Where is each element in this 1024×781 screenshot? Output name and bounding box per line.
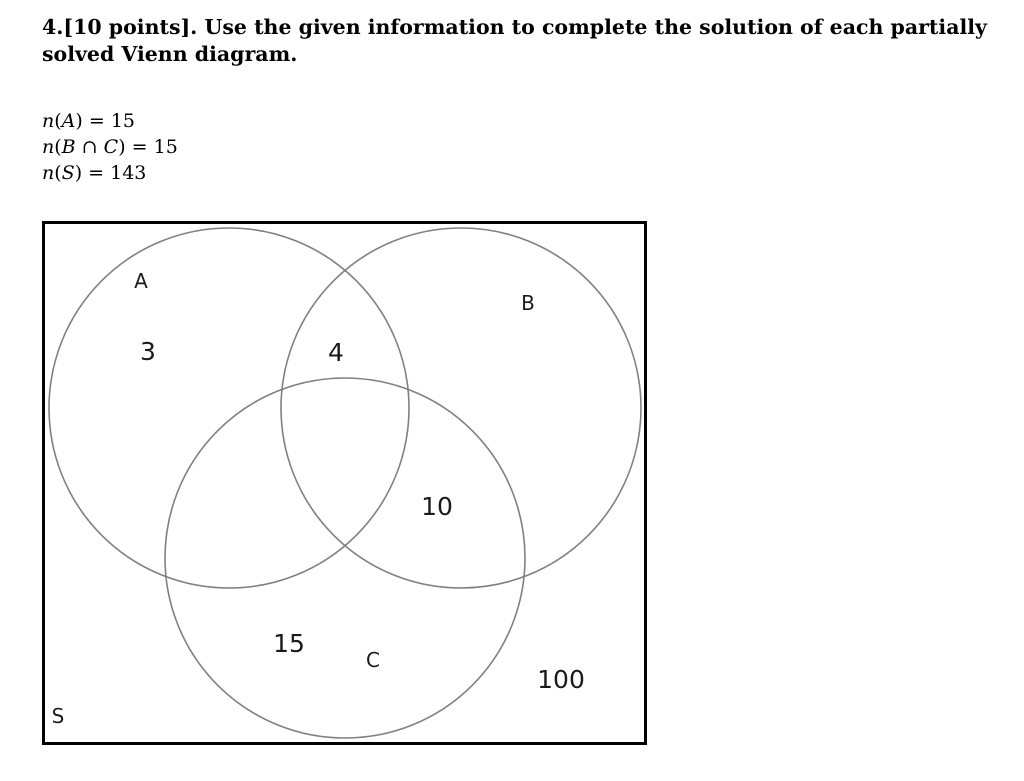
circle-b	[281, 228, 641, 588]
region-a-only-value: 3	[140, 337, 156, 366]
set-label-b: B	[521, 291, 535, 315]
given-n-b-intersect-c: n(B ∩ C) = 15	[42, 136, 178, 158]
set-label-s: S	[51, 704, 65, 728]
given-n-s: n(S) = 143	[42, 162, 147, 184]
region-a-and-b-value: 4	[328, 338, 344, 367]
region-outside-value: 100	[537, 665, 585, 694]
problem-text: Use the given information to complete the solution of each partially solved Vienn diagram.	[42, 15, 987, 66]
set-label-a: A	[134, 269, 148, 293]
set-label-c: C	[366, 648, 380, 672]
region-b-and-c-value: 10	[421, 492, 453, 521]
given-n-a: n(A) = 15	[42, 110, 136, 132]
problem-points: [10 points].	[63, 15, 198, 39]
problem-number: 4.	[42, 15, 64, 39]
circle-c	[165, 378, 525, 738]
region-c-only-value: 15	[273, 629, 305, 658]
circle-a	[49, 228, 409, 588]
